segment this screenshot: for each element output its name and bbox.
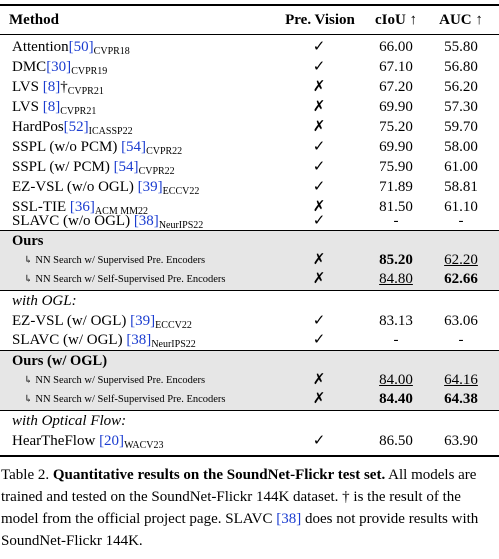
ciou-value: 85.20 <box>379 252 413 268</box>
pre-vision-mark: ✓ <box>312 332 326 348</box>
method-name: NN Search w/ Self-Supervised Pre. Encoders <box>35 394 226 405</box>
auc-value: 55.80 <box>444 39 478 55</box>
method-name: LVS <box>12 99 39 115</box>
ciou-value: 67.20 <box>379 79 413 95</box>
citation-link[interactable]: [54] <box>113 159 139 175</box>
sub-arrow-icon: ↳ <box>24 375 33 386</box>
ciou-value: 69.90 <box>379 139 413 155</box>
table-row <box>0 432 499 451</box>
table-caption <box>1 464 498 552</box>
auc-value: 58.81 <box>444 179 478 195</box>
table-row <box>0 98 499 117</box>
citation-link[interactable]: [39] <box>130 313 156 329</box>
ciou-value: 71.89 <box>379 179 413 195</box>
venue: CVPR18 <box>93 46 130 57</box>
auc-value: 64.16 <box>444 372 478 388</box>
group-title: Ours (w/ OGL) <box>12 353 108 369</box>
table-row <box>0 78 499 97</box>
pre-vision-mark: ✓ <box>312 313 326 329</box>
venue: NeurIPS22 <box>151 339 196 350</box>
pre-vision-mark: ✓ <box>312 179 326 195</box>
ciou-value: 83.13 <box>379 313 413 329</box>
method-name: SSL-TIE <box>12 199 67 215</box>
table-row <box>0 251 499 270</box>
venue: CVPR21 <box>60 106 97 117</box>
citation-link[interactable]: [36] <box>69 199 95 215</box>
pre-vision-mark: ✓ <box>312 39 326 55</box>
venue: WACV23 <box>124 440 164 451</box>
table-header <box>0 11 499 30</box>
auc-value: 61.10 <box>444 199 478 215</box>
citation-link[interactable]: [52] <box>63 119 89 135</box>
pre-vision-mark: ✗ <box>312 99 326 115</box>
pre-vision-mark: ✓ <box>312 213 326 229</box>
venue: CVPR22 <box>138 166 175 177</box>
pre-vision-mark: ✗ <box>312 252 326 268</box>
citation-link[interactable]: [8] <box>42 99 61 115</box>
auc-value: 62.20 <box>444 252 478 268</box>
auc-value: 59.70 <box>444 119 478 135</box>
citation-link[interactable]: [38] <box>276 511 302 527</box>
ciou-value: 67.10 <box>379 59 413 75</box>
method-name: HearTheFlow <box>12 433 96 449</box>
auc-value: 56.80 <box>444 59 478 75</box>
ciou-value: 75.20 <box>379 119 413 135</box>
method-name: SSPL (w/o PCM) <box>12 139 118 155</box>
header-pre-vision: Pre. Vision <box>285 12 355 28</box>
method-name: NN Search w/ Supervised Pre. Encoders <box>35 255 206 266</box>
venue: ICASSP22 <box>88 126 133 137</box>
ours-bottom-rule <box>0 290 499 291</box>
pre-vision-mark: ✗ <box>312 79 326 95</box>
ciou-value: - <box>393 213 399 229</box>
table-row <box>0 331 499 350</box>
ciou-value: - <box>393 332 399 348</box>
method-name: EZ-VSL (w/ OGL) <box>12 313 127 329</box>
venue: ECCV22 <box>155 320 192 331</box>
table-row <box>0 158 499 177</box>
auc-value: 64.38 <box>444 391 478 407</box>
auc-value: 62.66 <box>444 271 478 287</box>
sub-arrow-icon: ↳ <box>24 255 33 266</box>
auc-value: 61.00 <box>444 159 478 175</box>
sub-arrow-icon: ↳ <box>24 394 33 405</box>
ciou-value: 66.00 <box>379 39 413 55</box>
method-name: SSPL (w/ PCM) <box>12 159 110 175</box>
pre-vision-mark: ✗ <box>312 199 326 215</box>
auc-value: 56.20 <box>444 79 478 95</box>
ciou-value: 69.90 <box>379 99 413 115</box>
pre-vision-mark: ✗ <box>312 271 326 287</box>
ciou-value: 84.40 <box>379 391 413 407</box>
auc-value: 57.30 <box>444 99 478 115</box>
header-method: Method <box>9 12 59 28</box>
venue: ACM MM22 <box>94 206 148 217</box>
ciou-value: 81.50 <box>379 199 413 215</box>
citation-link[interactable]: [8] <box>42 79 61 95</box>
auc-value: - <box>458 332 464 348</box>
pre-vision-mark: ✓ <box>312 159 326 175</box>
method-name: SLAVC (w/ OGL) <box>12 332 123 348</box>
auc-value: - <box>458 213 464 229</box>
section-label: with OGL: <box>12 293 77 309</box>
pre-vision-mark: ✗ <box>312 391 326 407</box>
header-rule <box>0 34 499 35</box>
pre-vision-mark: ✗ <box>312 372 326 388</box>
section-label: with Optical Flow: <box>12 413 127 429</box>
venue: CVPR19 <box>71 66 108 77</box>
ciou-value: 84.00 <box>379 372 413 388</box>
table-row <box>0 178 499 197</box>
method-name: HardPos <box>12 119 64 135</box>
caption-text-end: does not provide results with SoundNet-Flickr 144K. <box>1 511 479 549</box>
pre-vision-mark: ✓ <box>312 59 326 75</box>
auc-value: 63.06 <box>444 313 478 329</box>
ours-group-title-row <box>0 232 499 251</box>
citation-link[interactable]: [50] <box>68 39 94 55</box>
ours-ogl-group-title-row <box>0 352 499 371</box>
group-title: Ours <box>12 233 44 249</box>
table-row <box>0 38 499 57</box>
citation-link[interactable]: [30] <box>46 59 72 75</box>
citation-link[interactable]: [38] <box>133 213 159 229</box>
citation-link[interactable]: [38] <box>126 332 152 348</box>
table-row <box>0 138 499 157</box>
venue: NeurIPS22 <box>158 220 204 231</box>
table-row <box>0 270 499 289</box>
ciou-value: 84.80 <box>379 271 413 287</box>
caption-title: Quantitative results on the SoundNet-Flickr test set. <box>52 467 386 483</box>
ciou-value: 86.50 <box>379 433 413 449</box>
pre-vision-mark: ✓ <box>312 139 326 155</box>
table-row <box>0 212 499 231</box>
venue: CVPR21 <box>67 86 104 97</box>
citation-link[interactable]: [54] <box>121 139 147 155</box>
caption-label: Table 2. <box>1 467 50 483</box>
table-row <box>0 371 499 390</box>
venue: ECCV22 <box>162 186 200 197</box>
top-rule <box>0 4 499 6</box>
auc-value: 58.00 <box>444 139 478 155</box>
method-name: NN Search w/ Supervised Pre. Encoders <box>35 375 206 386</box>
table-row <box>0 118 499 137</box>
header-ciou: cIoU ↑ <box>374 12 418 28</box>
method-name: NN Search w/ Self-Supervised Pre. Encoders <box>35 274 226 285</box>
ciou-value: 75.90 <box>379 159 413 175</box>
method-name: SLAVC (w/o OGL) <box>12 213 131 229</box>
pre-vision-mark: ✗ <box>312 119 326 135</box>
table-row <box>0 312 499 331</box>
ogl-section-label-row <box>0 292 499 311</box>
method-name: Attention <box>12 39 69 55</box>
method-name: EZ-VSL (w/o OGL) <box>12 179 134 195</box>
method-name: DMC <box>12 59 47 75</box>
flow-section-label-row <box>0 412 499 431</box>
table-row <box>0 390 499 409</box>
header-auc: AUC ↑ <box>439 12 483 28</box>
citation-link[interactable]: [39] <box>137 179 163 195</box>
method-name: LVS <box>12 79 39 95</box>
bottom-rule <box>0 455 499 457</box>
caption-text: All models are trained and tested on the SoundNet-Flickr 144K dataset. † is the result of the model from the official project page. SLAVC <box>1 467 477 527</box>
sub-arrow-icon: ↳ <box>24 274 33 285</box>
auc-value: 63.90 <box>444 433 478 449</box>
table-row <box>0 58 499 77</box>
citation-link[interactable]: [20] <box>99 433 125 449</box>
dagger-mark: † <box>60 79 68 95</box>
venue: CVPR22 <box>146 146 183 157</box>
ours-ogl-bottom-rule <box>0 410 499 411</box>
pre-vision-mark: ✓ <box>312 433 326 449</box>
